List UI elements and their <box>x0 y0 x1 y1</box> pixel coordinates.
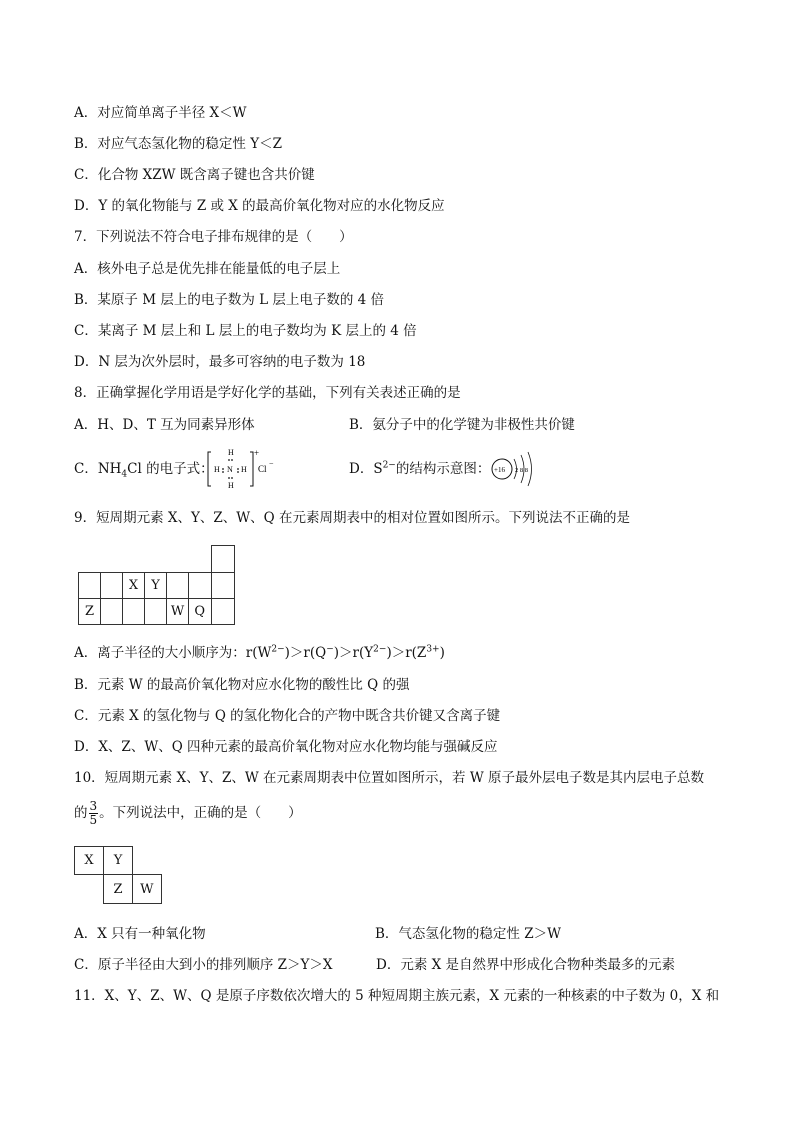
q9a-q-sup: − <box>326 644 334 655</box>
table9-z: Z <box>79 599 101 625</box>
nh4cl-electron-formula <box>207 447 277 491</box>
nh4cl-h-bottom: H <box>228 481 234 490</box>
fraction-three-fifths <box>89 800 99 827</box>
q8-option-d <box>349 460 490 478</box>
table10-x: X <box>75 847 104 875</box>
table10-w: W <box>133 875 162 904</box>
q9-option-a <box>74 644 445 662</box>
table9-q: Q <box>189 599 212 625</box>
fraction-numerator: 3 <box>89 799 98 813</box>
q8-option-b: B．氨分子中的化学键为非极性共价键 <box>349 417 575 433</box>
fraction-denominator: 5 <box>89 813 98 827</box>
q9a-z-sup: 3+ <box>426 644 440 655</box>
q6-option-b: B．对应气态氢化物的稳定性 Y＜Z <box>74 136 283 152</box>
table9-y: Y <box>145 573 167 599</box>
q10-de: 的 <box>74 805 88 821</box>
periodic-table-fragment-q9 <box>78 545 235 625</box>
q8d-suffix: 的结构示意图： <box>395 461 491 477</box>
q9a-end: ) <box>439 645 445 661</box>
periodic-table-fragment-q10 <box>74 846 162 904</box>
q10-tail: 。下列说法中，正确的是（ ） <box>99 805 302 821</box>
table9-cell <box>101 573 123 599</box>
q7-option-d: D．N 层为次外层时，最多可容纳的电子数为 18 <box>74 354 366 370</box>
q8d-prefix: D．S <box>349 461 383 477</box>
s2-structure-diagram <box>490 447 550 491</box>
nh4cl-h-top: H <box>228 448 234 457</box>
q9a-mid3: )＞r(Z <box>386 645 427 661</box>
table9-cell <box>211 599 234 625</box>
question-8: 8．正确掌握化学用语是学好化学的基础，下列有关表述正确的是 <box>74 385 461 401</box>
nh4cl-minus: − <box>269 459 274 468</box>
q9a-mid2: )＞r(Y <box>333 645 374 661</box>
table9-empty-cell <box>211 546 234 573</box>
q10-option-a: A．X 只有一种氧化物 <box>74 926 206 942</box>
table9-cell <box>211 573 234 599</box>
q8-option-a: A．H、D、T 互为同素异形体 <box>74 417 255 433</box>
nh4cl-h-left: H <box>214 465 220 474</box>
s2-shell-electrons: 2 8 8 <box>515 467 528 474</box>
question-9: 9．短周期元素 X、Y、Z、W、Q 在元素周期表中的相对位置如图所示。下列说法不正确的是 <box>74 510 631 526</box>
q10-option-d: D．元素 X 是自然界中形成化合物种类最多的元素 <box>376 957 676 973</box>
table10-y: Y <box>104 847 133 875</box>
q6-option-d: D．Y 的氧化物能与 Z 或 X 的最高价氧化物对应的水化物反应 <box>74 198 445 214</box>
q8c-prefix: C．NH <box>74 461 122 477</box>
q9a-w-sup: 2− <box>271 644 285 655</box>
q8-option-c <box>74 460 214 478</box>
s2-nucleus-charge: +16 <box>494 466 505 474</box>
table9-x: X <box>123 573 145 599</box>
q8d-sup: 2− <box>382 460 396 471</box>
table9-cell <box>123 599 145 625</box>
q9-option-d: D．X、Z、W、Q 四种元素的最高价氧化物对应水化物均能与强碱反应 <box>74 739 498 755</box>
question-10-cont <box>74 798 302 828</box>
question-10: 10．短周期元素 X、Y、Z、W 在元素周期表中位置如图所示，若 W 原子最外层电子数是其内层电子总数 <box>74 770 704 786</box>
q9-option-b: B．元素 W 的最高价氧化物对应水化物的酸性比 Q 的强 <box>74 677 410 693</box>
nh4cl-n: N <box>227 465 233 474</box>
nh4cl-plus: + <box>254 448 260 458</box>
table9-cell <box>167 573 189 599</box>
table9-cell <box>79 573 101 599</box>
table10-z: Z <box>104 875 133 904</box>
q7-option-c: C．某离子 M 层上和 L 层上的电子数均为 K 层上的 4 倍 <box>74 323 417 339</box>
q8c-suffix: Cl 的电子式： <box>127 461 214 477</box>
q8c-sub: 4 <box>121 469 128 480</box>
nh4cl-cl: Cl <box>258 464 267 474</box>
q9a-mid1: )＞r(Q <box>284 645 327 661</box>
q9-option-c: C．元素 X 的氢化物与 Q 的氢化物化合的产物中既含共价键又含离子键 <box>74 708 501 724</box>
table9-cell <box>101 599 123 625</box>
q9a-prefix: A．离子半径的大小顺序为：r(W <box>74 645 272 661</box>
q10-option-c: C．原子半径由大到小的排列顺序 Z＞Y＞X <box>74 957 333 973</box>
q6-option-a: A．对应简单离子半径 X＜W <box>74 105 247 121</box>
table9-cell <box>145 599 167 625</box>
q10-option-b: B．气态氢化物的稳定性 Z＞W <box>375 926 561 942</box>
table9-cell <box>189 573 212 599</box>
q6-option-c: C．化合物 XZW 既含离子键也含共价键 <box>74 167 315 183</box>
q9a-y-sup: 2− <box>373 644 387 655</box>
table9-w: W <box>167 599 189 625</box>
nh4cl-h-right: H <box>241 465 247 474</box>
q7-option-b: B．某原子 M 层上的电子数为 L 层上电子数的 4 倍 <box>74 292 385 308</box>
q7-option-a: A．核外电子总是优先排在能量低的电子层上 <box>74 261 341 277</box>
question-7: 7．下列说法不符合电子排布规律的是（ ） <box>74 229 353 245</box>
question-11: 11．X、Y、Z、W、Q 是原子序数依次增大的 5 种短周期主族元素，X 元素的一种核素的中子数为 0，X 和 <box>74 988 720 1004</box>
